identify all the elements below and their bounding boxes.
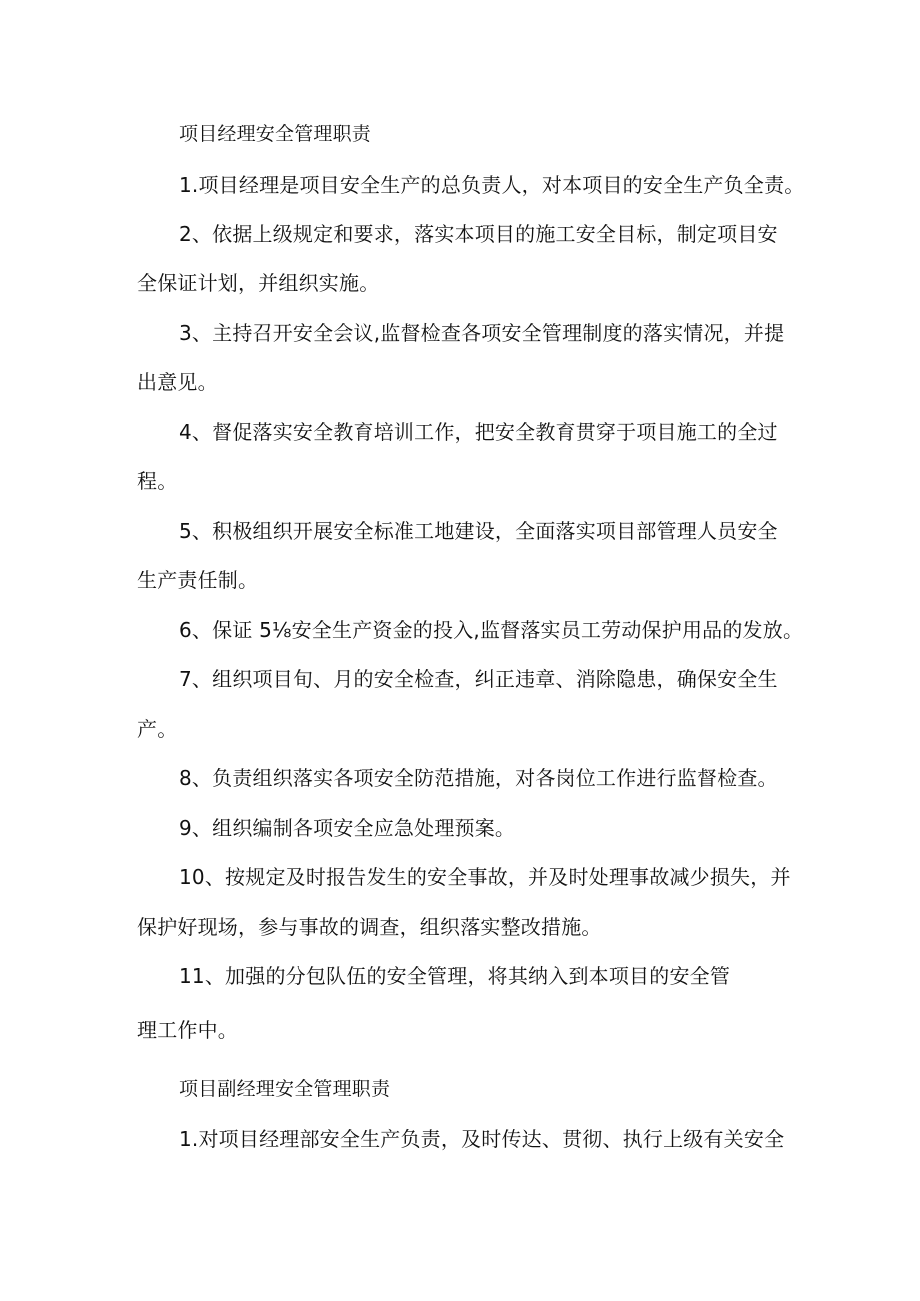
duty-item-3: 3、主持召开安全会议,监督检查各项安全管理制度的落实情况，并提 (179, 321, 785, 345)
duty-item-11-cont: 理工作中。 (137, 1018, 238, 1042)
duty-item-4-cont: 程。 (137, 469, 178, 493)
duty-item-10-cont: 保护好现场，参与事故的调查，组织落实整改措施。 (137, 915, 602, 939)
section-heading-project-manager: 项目经理安全管理职责 (179, 123, 372, 145)
duty-item-8: 8、负责组织落实各项安全防范措施，对各岗位工作进行监督检查。 (179, 766, 778, 790)
section-heading-deputy-manager: 项目副经理安全管理职责 (179, 1078, 391, 1100)
duty-item-11: 11、加强的分包队伍的安全管理，将其纳入到本项目的安全管 (179, 964, 731, 988)
duty-item-2: 2、依据上级规定和要求，落实本项目的施工安全目标，制定项目安 (179, 222, 778, 246)
duty-item-2-cont: 全保证计划，并组织实施。 (137, 271, 380, 295)
duty-item-5-cont: 生产责任制。 (137, 568, 259, 592)
duty-item-4: 4、督促落实安全教育培训工作，把安全教育贯穿于项目施工的全过 (179, 420, 778, 444)
duty-item-7: 7、组织项目旬、月的安全检查，纠正违章、消除隐患，确保安全生 (179, 667, 778, 691)
duty-item-5: 5、积极组织开展安全标准工地建设，全面落实项目部管理人员安全 (179, 519, 778, 543)
duty-item-9: 9、组织编制各项安全应急处理预案。 (179, 816, 516, 840)
duty-item-6: 6、保证 5⅛安全生产资金的投入,监督落实员工劳动保护用品的发放。 (179, 618, 804, 642)
duty-item-10: 10、按规定及时报告发生的安全事故，并及时处理事故减少损失，并 (179, 865, 791, 889)
duty-item-7-cont: 产。 (137, 717, 178, 741)
duty-item-3-cont: 出意见。 (137, 370, 218, 394)
deputy-duty-item-1: 1.对项目经理部安全生产负责，及时传达、贯彻、执行上级有关安全 (179, 1127, 785, 1151)
duty-item-1: 1.项目经理是项目安全生产的总负责人，对本项目的安全生产负全责。 (179, 173, 805, 197)
